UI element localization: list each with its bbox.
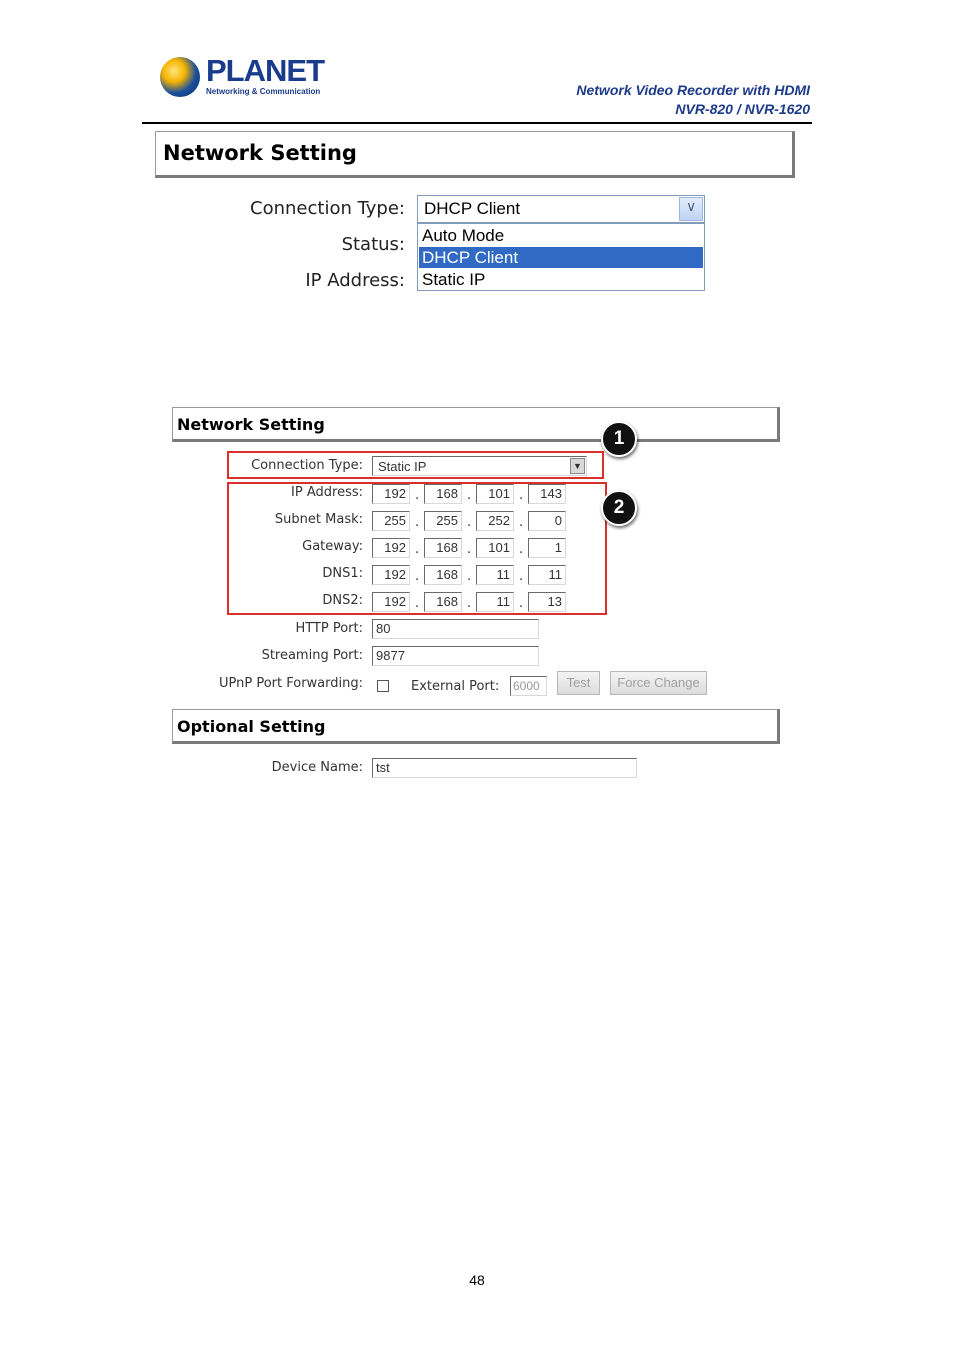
doc-model: NVR-820 / NVR-1620 [675, 101, 810, 117]
octet-separator: . [519, 596, 524, 611]
ip-octet-input[interactable]: 0 [528, 511, 566, 531]
octet-separator: . [519, 569, 524, 584]
http-port-input[interactable]: 80 [372, 619, 539, 639]
option-auto-mode[interactable]: Auto Mode [422, 226, 505, 245]
connection-type-label: Connection Type: [251, 458, 363, 473]
ip-row-label: DNS1: [322, 566, 363, 581]
octet-separator: . [519, 488, 524, 503]
section-title: Network Setting [163, 141, 357, 165]
logo-text: PLANET [206, 53, 324, 88]
section-title: Optional Setting [177, 717, 326, 736]
ip-row-label: DNS2: [322, 593, 363, 608]
chevron-down-icon[interactable]: ▼ [570, 458, 585, 474]
header-divider [142, 122, 812, 124]
callout-badge-1: 1 [601, 421, 637, 457]
upnp-checkbox[interactable] [377, 680, 389, 692]
ip-octet-input[interactable]: 168 [424, 592, 462, 612]
ip-octet-input[interactable]: 168 [424, 565, 462, 585]
ip-row-label: IP Address: [291, 485, 363, 500]
ip-address-label: IP Address: [305, 270, 405, 291]
section-title: Network Setting [177, 415, 325, 434]
ip-octet-input[interactable]: 101 [476, 538, 514, 558]
ip-octet-input[interactable]: 143 [528, 484, 566, 504]
external-port-label: External Port: [411, 679, 500, 694]
ip-octet-input[interactable]: 11 [476, 565, 514, 585]
ip-octet-input[interactable]: 11 [528, 565, 566, 585]
external-port-input[interactable]: 6000 [510, 676, 547, 696]
globe-icon [160, 57, 200, 97]
planet-logo [160, 55, 330, 101]
option-dhcp-client[interactable]: DHCP Client [419, 247, 703, 268]
connection-type-value: Static IP [378, 459, 427, 474]
octet-separator: . [467, 569, 472, 584]
section-network-setting-1 [155, 131, 795, 178]
connection-type-label: Connection Type: [250, 198, 405, 219]
device-name-label: Device Name: [271, 760, 363, 775]
streaming-port-label: Streaming Port: [261, 648, 363, 663]
ip-octet-input[interactable]: 1 [528, 538, 566, 558]
octet-separator: . [415, 596, 420, 611]
http-port-label: HTTP Port: [295, 621, 363, 636]
octet-separator: . [415, 569, 420, 584]
device-name-input[interactable]: tst [372, 758, 637, 778]
doc-title: Network Video Recorder with HDMI [576, 82, 810, 98]
octet-separator: . [467, 596, 472, 611]
callout-badge-2: 2 [601, 490, 637, 526]
ip-octet-input[interactable]: 255 [424, 511, 462, 531]
octet-separator: . [415, 542, 420, 557]
ip-octet-input[interactable]: 11 [476, 592, 514, 612]
octet-separator: . [467, 515, 472, 530]
octet-separator: . [519, 515, 524, 530]
ip-octet-input[interactable]: 168 [424, 484, 462, 504]
octet-separator: . [519, 542, 524, 557]
logo-tagline: Networking & Communication [206, 87, 321, 96]
connection-type-dropdown-list [417, 223, 705, 291]
test-button[interactable]: Test [557, 671, 600, 695]
force-change-button[interactable]: Force Change [610, 671, 707, 695]
octet-separator: . [415, 515, 420, 530]
upnp-port-forwarding-label: UPnP Port Forwarding: [218, 676, 363, 691]
ip-octet-input[interactable]: 168 [424, 538, 462, 558]
section-network-setting-2 [172, 407, 780, 442]
octet-separator: . [467, 488, 472, 503]
ip-octet-input[interactable]: 255 [372, 511, 410, 531]
streaming-port-input[interactable]: 9877 [372, 646, 539, 666]
option-static-ip[interactable]: Static IP [422, 270, 486, 289]
connection-type-value: DHCP Client [424, 199, 521, 218]
ip-row-label: Subnet Mask: [274, 512, 363, 527]
ip-row-label: Gateway: [302, 539, 363, 554]
section-optional-setting [172, 709, 780, 744]
octet-separator: . [467, 542, 472, 557]
ip-octet-input[interactable]: 101 [476, 484, 514, 504]
page-number: 48 [469, 1272, 485, 1288]
ip-octet-input[interactable]: 192 [372, 484, 410, 504]
connection-type-select[interactable] [372, 456, 587, 476]
chevron-down-icon: ∨ [686, 199, 697, 215]
connection-type-select[interactable] [417, 195, 705, 223]
ip-octet-input[interactable]: 192 [372, 565, 410, 585]
ip-octet-input[interactable]: 192 [372, 592, 410, 612]
ip-octet-input[interactable]: 192 [372, 538, 410, 558]
octet-separator: . [415, 488, 420, 503]
status-label: Status: [341, 234, 405, 255]
ip-octet-input[interactable]: 13 [528, 592, 566, 612]
ip-octet-input[interactable]: 252 [476, 511, 514, 531]
dropdown-button[interactable] [679, 197, 703, 221]
